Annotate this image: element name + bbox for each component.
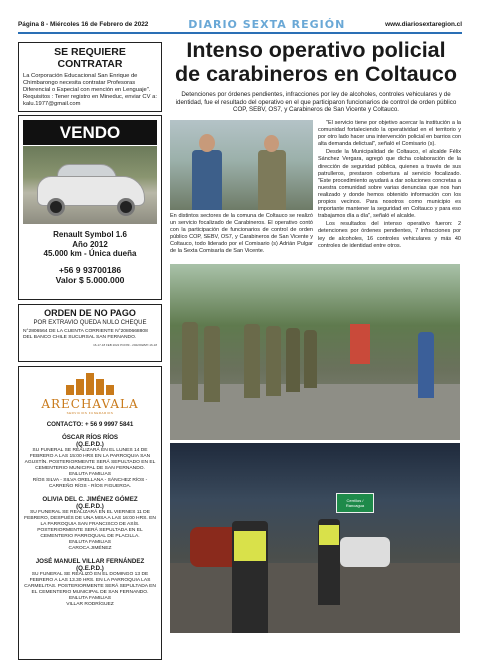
person-figure — [258, 150, 286, 210]
road-sign: Cerrillos / Rancagua — [336, 493, 374, 513]
ad-car-sale — [18, 115, 162, 300]
funeral-tagline: SERVICIOS FUNERARIOS — [66, 411, 114, 415]
ad-job-offer — [18, 42, 162, 112]
person-figure — [192, 150, 222, 210]
ad-funeral-home — [18, 366, 162, 660]
car-details — [23, 230, 157, 259]
car-price: Valor $ 5.000.000 — [55, 274, 125, 285]
officer-figure — [182, 322, 198, 400]
obituary-family-label: ENLUTA FAMILIAS — [68, 472, 112, 477]
article-paragraph: Los resultados del intenso operativo fueron: 2 detenciones por órdenes pendientes, 7 infracciones por ley de alcoholes, 16 controles vehiculares y más 40 controles de identidad entre otros. — [318, 221, 461, 249]
obituary-text: SU FUNERAL SE REALIZARÁ EN EL LUNES 14 DE FEBRERO A LAS 15:00 HRS EN LA PARROQUIA SAN AGUSTÍN. POSTERIORMENTE SERÁ SEPULTADO EN EL CEMENTERIO MUNICIPAL DE SAN FERNANDO. — [24, 448, 156, 471]
obituary-name: JOSÉ MANUEL VILLAR FERNÁNDEZ — [35, 558, 145, 565]
person-head — [199, 134, 215, 152]
obituary-qepd: (Q.E.P.D.) — [76, 565, 104, 572]
obituary-family: VILLAR RODRÍGUEZ — [66, 602, 114, 607]
obituary — [23, 434, 157, 490]
officer-figure — [244, 324, 260, 398]
officer-figure — [204, 326, 220, 402]
headline-line-2: de carabineros en Coltauco — [175, 62, 457, 86]
ad-stop-payment-body: N°2806564 DE LA CUENTA CORRIENTE N°2080668808 DEL BANCO CHILE SUCURSAL SAN FERNANDO. — [23, 329, 148, 340]
car-contact — [23, 265, 157, 285]
officer-figure — [304, 330, 317, 388]
reflective-vest — [234, 531, 266, 561]
obituary-name: ÓSCAR RÍOS RÍOS — [61, 434, 119, 441]
car-photo — [23, 146, 157, 224]
car-phone: +56 9 93700186 — [58, 264, 122, 275]
reflective-vest — [319, 525, 339, 545]
article-lead: Detenciones por órdenes pendientes, infracciones por ley de alcoholes, controles vehiculares y de identidad, fue el resultado del operativo en el que participaron funcionarios de control de orden público COP, SEBV, OS7, y Carabineros de San Vicente y Coltauco. — [175, 91, 457, 113]
obituary-family-label: ENLUTA FAMILIAS — [68, 596, 112, 601]
obituary-name: OLIVIA DEL C. JIMÉNEZ GÓMEZ — [42, 496, 138, 503]
ad-stop-payment-fineprint: 16-17-18 FEB 2022 PCF89 - 2022/FEB/P-16-18 — [93, 343, 157, 347]
headline-line-1: Intenso operativo policial — [186, 38, 446, 62]
obituary-text: SU FUNERAL SE REALIZÓ EN EL DOMINGO 13 DE FEBRERO A LAS 13.30 HRS. EN LA PARROQUIA LAS CARMELITAS. POSTERIORMENTE SERÁ SEPULTADA EN EL CEMENTERIO MUNICIPAL DE SAN FERNANDO. — [24, 572, 156, 595]
article-paragraph: "El servicio tiene por objetivo acercar la institución a la comunidad fortaleciendo la operatividad en el territorio y por otro lado hacer una intervención policial en barrios con alta demanda delictual", señaló el Comisario (s). — [318, 120, 461, 148]
photo-mayor-and-officer — [170, 120, 313, 210]
ad-job-body: La Corporación Educacional San Enrique de Chimbarongo necesita contratar Profesoras Diferencial o Especial con mención en Lenguaje". Requisitos : Tener registro en Mineduc, enviar CV a: kalu.1977@gmail.com — [23, 73, 157, 107]
car-year: Año 2012 — [72, 239, 108, 249]
website-link[interactable]: www.diariosextaregion.cl — [385, 20, 462, 28]
photo-carabineros-formation — [170, 264, 460, 440]
obituary-family: CAROCA JIMÉNEZ — [68, 546, 112, 551]
ad-stop-payment-subtitle: POR EXTRAVIO QUEDA NULO CHEQUE — [33, 320, 147, 326]
person-figure — [418, 332, 434, 398]
vehicle — [340, 537, 390, 567]
article-headline — [170, 38, 462, 86]
page-header — [18, 16, 462, 34]
obituary-qepd: (Q.E.P.D.) — [76, 441, 104, 448]
person-head — [264, 135, 279, 152]
obituary-family-label: ENLUTA FAMILIAS — [68, 540, 112, 545]
obituary — [23, 558, 157, 608]
ad-stop-payment-title: ORDEN DE NO PAGO — [44, 308, 136, 318]
page-date: Página 8 - Miércoles 16 de Febrero de 2022 — [18, 20, 149, 28]
funeral-brand: ARECHAVALA — [41, 397, 139, 411]
ad-car-title: VENDO — [23, 120, 157, 145]
car-model: Renault Symbol 1.6 — [53, 230, 127, 239]
funeral-contact: CONTACTO: + 56 9 9997 5841 — [46, 421, 134, 428]
officer-figure — [266, 326, 281, 396]
playground — [350, 324, 370, 364]
ad-job-title: SE REQUIERE CONTRATAR — [54, 46, 126, 70]
masthead: DIARIO SEXTA REGIÓN — [188, 17, 346, 31]
article-body — [318, 120, 461, 251]
obituary-text: SU FUNERAL SE REALIZARÁ EN EL VIERNES 11 DE FEBRERO, DESPUÉS DE UNA MISA A LAS 16:00 HRS. EN LA PARROQUIA SAN FRANCISCO DE ASÍS. POSTERIORMENTE SERÁ SEPULTADA EN EL CEMENTERIO PARROQUIAL DE PLACILLA. — [24, 510, 156, 539]
car-wheel — [117, 198, 135, 216]
photo-caption: En distintos sectores de la comuna de Coltauco se realizó un servicio focalizado de Carabineros. El operativo contó con la participación de funcionarios de control de orden público COP, SEBV, OS7, y Carabineros de San Vicente y Coltauco, todo liderado por el Comisario (s) Adrián Pulgar de la Sexta Comisaría de San Vicente. — [170, 213, 313, 254]
car-wheel — [47, 198, 65, 216]
officer-figure — [286, 328, 300, 392]
obituary-qepd: (Q.E.P.D.) — [76, 503, 104, 510]
photo-night-checkpoint — [170, 443, 460, 633]
road — [170, 563, 460, 633]
car-mileage: 45.000 km - Única dueña — [43, 249, 137, 258]
obituary-family: RÍOS SILVA - SILVA ORELLANA - SÁNCHEZ RÍOS - CARREÑO RÍOS - RÍOS FIGUEROA. — [32, 478, 148, 489]
funeral-logo-icon — [66, 373, 114, 395]
ad-stop-payment — [18, 304, 162, 362]
article-paragraph: Desde la Municipalidad de Coltauco, el alcalde Félix Sánchez Vergara, agregó que dicha colaboración de la dirección de seguridad pública, quienes a través de sus patrulleros, prestaron cobertura al servicio focalizado. "Este procedimiento ayudará a dar soluciones concretas a nuestra comunidad sobre varias denuncias que nos han realizado y donde hemos obtenido información con los propios vecinos. Para nosotros como municipio es importante mantener la seguridad en Coltauco y para eso trabajamos día a día", señaló el alcalde. — [318, 149, 461, 220]
obituary — [23, 496, 157, 552]
